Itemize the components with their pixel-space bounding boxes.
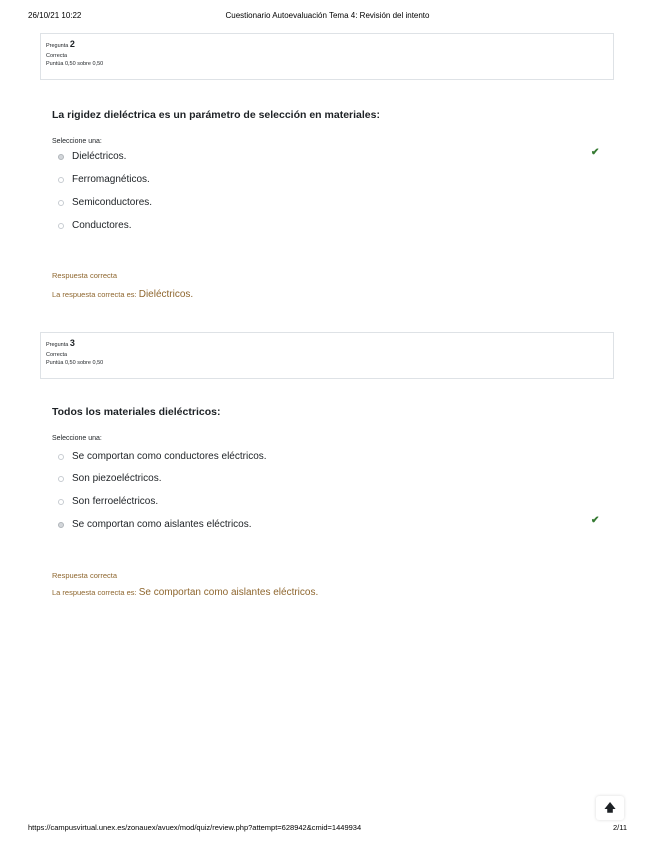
- print-title: Cuestionario Autoevaluación Tema 4: Revisión del intento: [225, 11, 430, 20]
- radio-button[interactable]: [58, 476, 64, 482]
- answer-prompt: Seleccione una:: [52, 138, 102, 145]
- feedback-title: Respuesta correcta: [52, 271, 118, 280]
- answer-label: Dieléctricos.: [72, 151, 127, 162]
- question-text: La rigidez dieléctrica es un parámetro de selección en materiales:: [52, 109, 380, 121]
- feedback-title: Respuesta correcta: [52, 571, 118, 580]
- answer-label: Ferromagnéticos.: [72, 174, 150, 185]
- answer-option[interactable]: [58, 515, 618, 533]
- print-footer: [28, 823, 627, 835]
- question-number: [46, 39, 75, 49]
- check-icon: ✔: [591, 147, 600, 158]
- radio-button[interactable]: [58, 454, 64, 460]
- answer-option[interactable]: [58, 496, 618, 510]
- answer-option[interactable]: [58, 197, 618, 211]
- answer-label: Son ferroeléctricos.: [72, 496, 159, 507]
- question-text: Todos los materiales dieléctricos:: [52, 406, 221, 418]
- question-grade: Puntúa 0,50 sobre 0,50: [46, 359, 104, 366]
- question-info-box: [40, 33, 614, 80]
- right-answer: [52, 289, 193, 300]
- page-number: 2/11: [612, 823, 627, 832]
- question-number-value: 3: [69, 338, 75, 348]
- answer-label: Se comportan como aislantes eléctricos.: [72, 519, 252, 530]
- radio-button[interactable]: [58, 522, 64, 528]
- question-number-label: Pregunta: [46, 342, 69, 348]
- answer-label: Conductores.: [72, 220, 132, 231]
- arrow-up-icon: 🡅: [604, 801, 616, 814]
- answer-prompt: Seleccione una:: [52, 435, 102, 442]
- answer-label: Se comportan como conductores eléctricos.: [72, 451, 267, 462]
- print-timestamp: 26/10/21 10:22: [28, 11, 82, 20]
- answer-option[interactable]: [58, 174, 618, 188]
- answer-option[interactable]: [58, 473, 618, 487]
- radio-button[interactable]: [58, 154, 64, 160]
- radio-button[interactable]: [58, 499, 64, 505]
- right-answer-prefix: La respuesta correcta es:: [52, 290, 139, 299]
- radio-button[interactable]: [58, 177, 64, 183]
- answer-option[interactable]: [58, 220, 618, 234]
- right-answer-value: Dieléctricos.: [138, 289, 194, 300]
- answer-label: Son piezoeléctricos.: [72, 473, 162, 484]
- print-url: https://campusvirtual.unex.es/zonauex/avuex/mod/quiz/review.php?attempt=628942&cmid=1449934: [28, 823, 362, 832]
- radio-button[interactable]: [58, 200, 64, 206]
- back-to-top-button[interactable]: [596, 796, 624, 820]
- right-answer-value: Se comportan como aislantes eléctricos.: [138, 587, 319, 598]
- question-number-label: Pregunta: [46, 43, 69, 49]
- check-icon: ✔: [591, 515, 600, 526]
- answer-option[interactable]: [58, 451, 618, 465]
- right-answer: [52, 587, 318, 598]
- answer-label: Semiconductores.: [72, 197, 153, 208]
- question-state: Correcta: [46, 52, 68, 59]
- print-header: [28, 11, 627, 23]
- radio-button[interactable]: [58, 223, 64, 229]
- question-state: Correcta: [46, 351, 68, 358]
- question-grade: Puntúa 0,50 sobre 0,50: [46, 60, 104, 67]
- question-number: [46, 338, 75, 348]
- question-info-box: [40, 332, 614, 379]
- right-answer-prefix: La respuesta correcta es:: [52, 588, 139, 597]
- question-number-value: 2: [69, 39, 75, 49]
- answer-option[interactable]: [58, 147, 618, 165]
